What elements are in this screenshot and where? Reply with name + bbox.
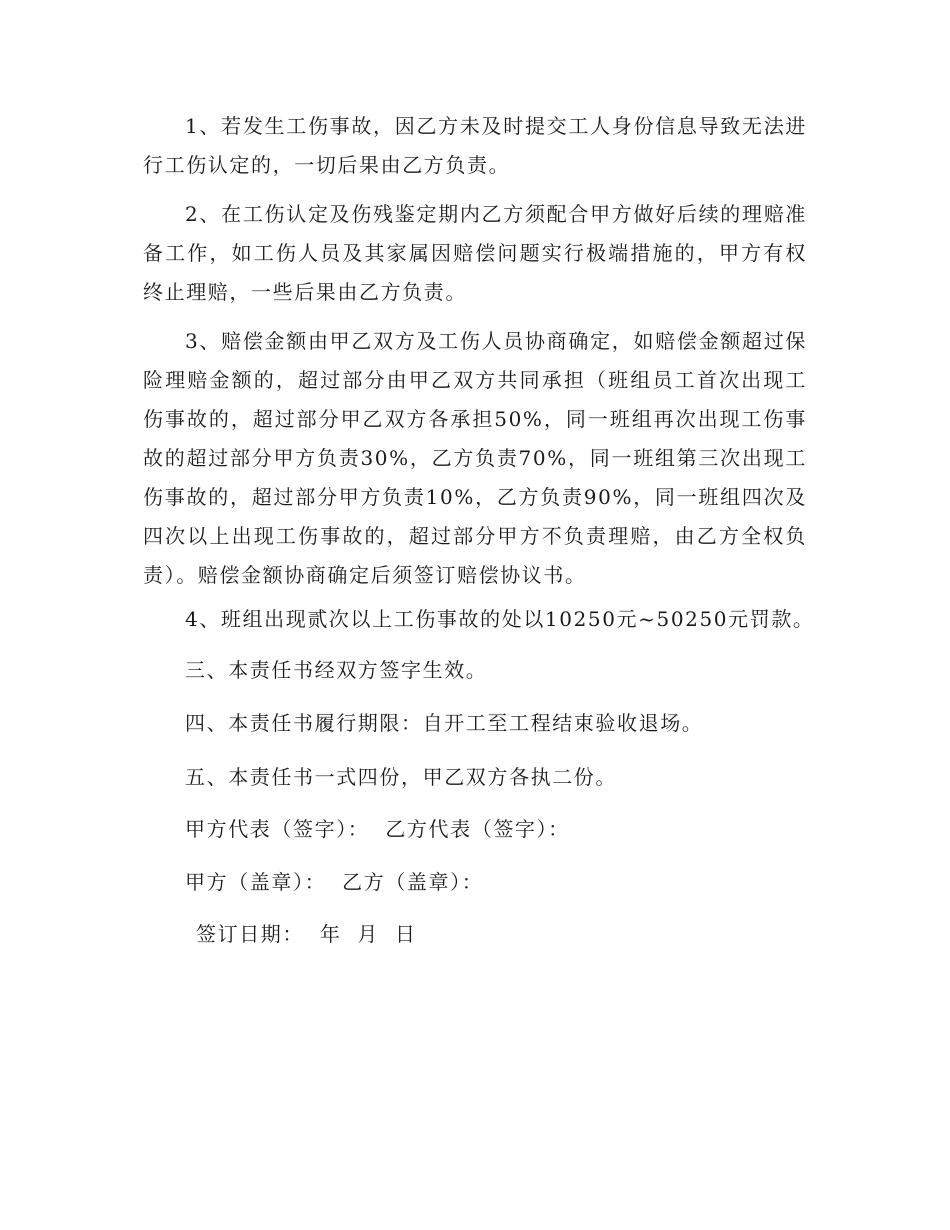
seal-line: 甲方（盖章）： 乙方（盖章）： bbox=[185, 870, 484, 894]
clause-three: 三、本责任书经双方签字生效。 bbox=[185, 658, 488, 682]
paragraph-1: 1、若发生工伤事故，因乙方未及时提交工人身份信息导致无法进行工伤认定的，一切后果由乙方负责。 bbox=[143, 114, 807, 177]
clause-five: 五、本责任书一式四份，甲乙双方各执二份。 bbox=[185, 765, 617, 789]
paragraph-3: 3、赔偿金额由甲乙双方及工伤人员协商确定，如赔偿金额超过保险理赔金额的，超过部分由甲乙双方共同承担（班组员工首次出现工伤事故的，超过部分甲乙双方各承担50%，同一班组再次出现工伤事故的超过部分甲方负责30%，乙方负责70%，同一班组第三次出现工伤事故的，超过部分甲方负责10%，乙方负责90%，同一班组四次及四次以上出现工伤事故的，超过部分甲方不负责理赔，由乙方全权负责）。赔偿金额协商确定后须签订赔偿协议书。 bbox=[143, 329, 807, 587]
signing-date-line: 签订日期： 年 月 日 bbox=[196, 922, 417, 946]
signature-line: 甲方代表（签字）： 乙方代表（签字）： bbox=[185, 817, 570, 841]
paragraph-2: 2、在工伤认定及伤残鉴定期内乙方须配合甲方做好后续的理赔准备工作，如工伤人员及其家属因赔偿问题实行极端措施的，甲方有权终止理赔，一些后果由乙方负责。 bbox=[143, 202, 807, 304]
paragraph-4: 4、班组出现贰次以上工伤事故的处以10250元~50250元罚款。 bbox=[185, 607, 815, 631]
clause-four: 四、本责任书履行期限：自开工至工程结束验收退场。 bbox=[185, 711, 704, 735]
